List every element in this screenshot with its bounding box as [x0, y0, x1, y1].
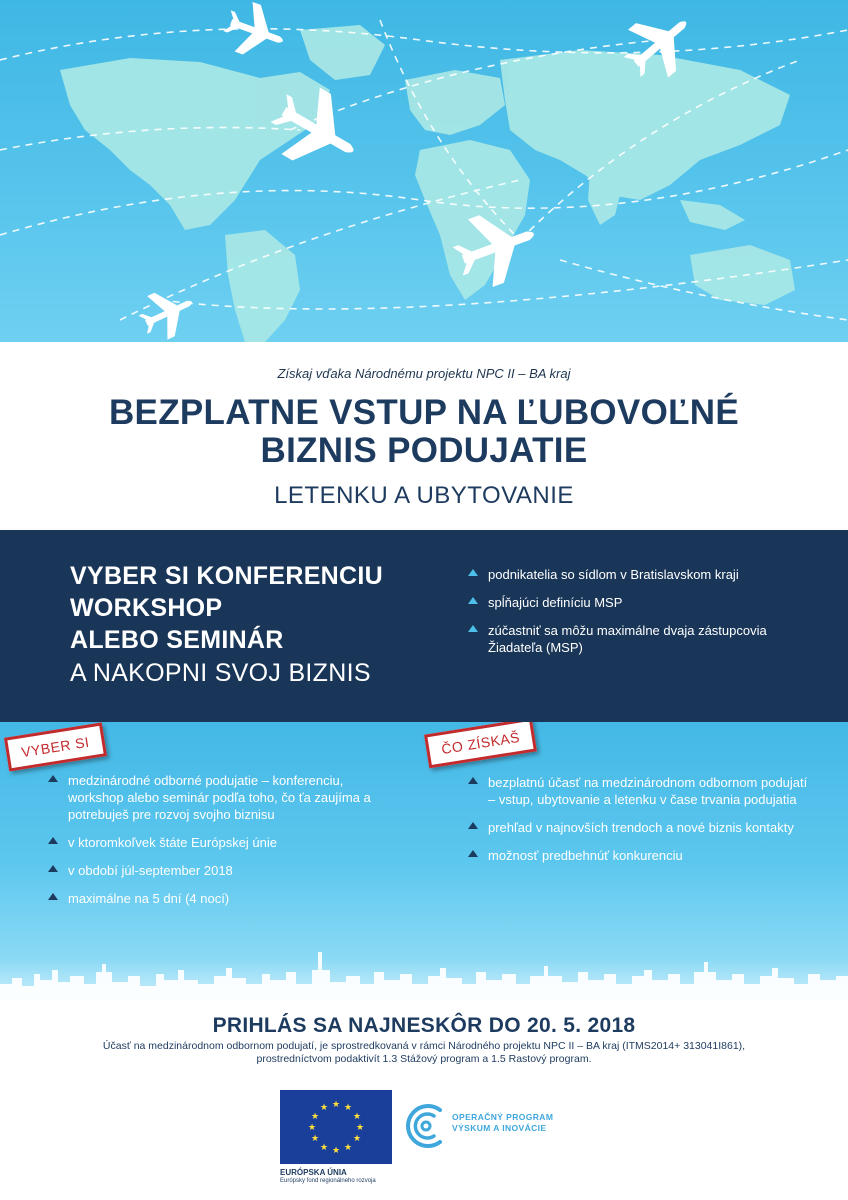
headline-line2: BIZNIS PODUJATIE [260, 431, 588, 470]
deadline-heading: PRIHLÁS SA NAJNESKÔR DO 20. 5. 2018 [212, 1014, 636, 1037]
list-item: spĺňajúci definíciu MSP [468, 594, 818, 611]
footnote-line2: prostredníctvom podaktivít 1.3 Stážový program a 1.5 Rastový program. [256, 1053, 592, 1065]
headline [0, 394, 848, 470]
eu-label: EURÓPSKA ÚNIA [280, 1168, 347, 1177]
headline-subtitle: LETENKU A UBYTOVANIE [274, 482, 574, 509]
svg-text:★: ★ [343, 1103, 353, 1113]
list-item: v ktoromkoľvek štáte Európskej únie [48, 834, 388, 851]
footnote [40, 1040, 808, 1066]
eu-sublabel: Európsky fond regionálneho rozvoja [280, 1178, 376, 1184]
eu-stars-icon [280, 1090, 392, 1164]
choose-line2: WORKSHOP [70, 594, 223, 622]
footnote-line1: Účasť na medzinárodnom odbornom podujatí, je sprostredkovaná v rámci Národného projektu NPC II – BA kraj (ITMS2014+ 313041I861), [102, 1040, 746, 1052]
choose-section [0, 530, 848, 722]
choose-line3: ALEBO SEMINÁR [70, 626, 284, 654]
eu-flag [280, 1090, 392, 1164]
vyber-si-list [48, 772, 388, 918]
svg-text:★: ★ [331, 1100, 341, 1110]
svg-text:★: ★ [319, 1103, 329, 1113]
svg-text:★: ★ [310, 1134, 320, 1144]
op-line2: VÝSKUM A INOVÁCIE [452, 1123, 547, 1133]
list-item: medzinárodné odborné podujatie – konferenciu, workshop alebo seminár podľa toho, čo ťa zaujíma a potrebuješ pre rozvoj svojho biznisu [48, 772, 388, 823]
svg-text:★: ★ [307, 1123, 317, 1133]
list-item: podnikatelia so sídlom v Bratislavskom kraji [468, 566, 818, 583]
list-item: bezplatnú účasť na medzinárodnom odbornom podujatí – vstup, ubytovanie a letenku v čase trvania podujatia [468, 774, 818, 808]
op-logo [404, 1098, 450, 1154]
choose-line1: VYBER SI KONFERENCIU [70, 562, 383, 590]
co-ziskas-list [468, 774, 818, 875]
footer [0, 1000, 848, 1200]
choose-line4: A NAKOPNI SVOJ BIZNIS [70, 659, 371, 687]
svg-text:★: ★ [331, 1146, 341, 1156]
list-item: maximálne na 5 dní (4 nocí) [48, 890, 388, 907]
svg-text:★: ★ [343, 1143, 353, 1153]
intro-text: Získaj vďaka Národnému projektu NPC II – BA kraj [277, 366, 571, 381]
headline-line1: BEZPLATNE VSTUP NA ĽUBOVOĽNÉ [108, 393, 739, 432]
world-map [0, 0, 848, 342]
svg-text:★: ★ [310, 1112, 320, 1122]
choose-heading [70, 560, 383, 690]
op-text [452, 1112, 553, 1134]
vyber-si-badge: VYBER SI [4, 722, 107, 771]
list-item: prehľad v najnovších trendoch a nové biznis kontakty [468, 819, 818, 836]
benefits-section [0, 722, 848, 1000]
svg-text:★: ★ [355, 1123, 365, 1133]
city-skyline [0, 950, 848, 1000]
op-line1: OPERAČNÝ PROGRAM [452, 1112, 554, 1122]
svg-text:★: ★ [319, 1143, 329, 1153]
list-item: možnosť predbehnúť konkurenciu [468, 847, 818, 864]
svg-text:★: ★ [352, 1134, 362, 1144]
co-ziskas-badge: ČO ZÍSKAŠ [424, 722, 537, 768]
hero-world-map [0, 0, 848, 342]
list-item: zúčastniť sa môžu maximálne dvaja zástupcovia Žiadateľa (MSP) [468, 622, 818, 656]
eligibility-list [468, 566, 818, 667]
list-item: v období júl-september 2018 [48, 862, 388, 879]
title-section [0, 342, 848, 530]
svg-text:★: ★ [352, 1112, 362, 1122]
